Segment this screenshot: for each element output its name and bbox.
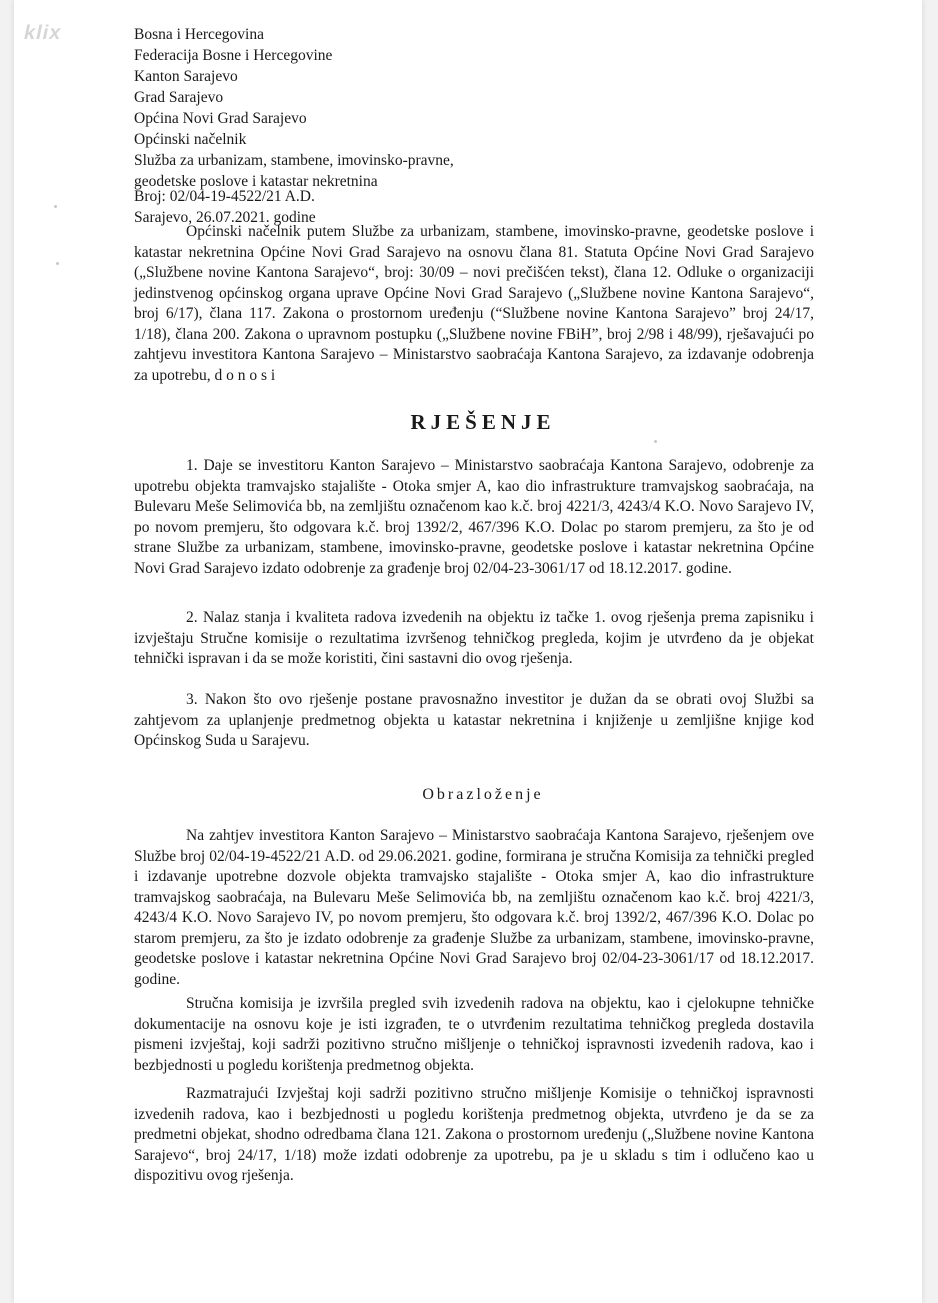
reference-date: Sarajevo, 26.07.2021. godine bbox=[134, 209, 316, 226]
header-line: Služba za urbanizam, stambene, imovinsko-pravne, bbox=[134, 152, 454, 169]
reasoning-paragraph-2: Stručna komisija je izvršila pregled svih izvedenih radova na objektu, kao i cjelokupne tehničke dokumentacije na osnovu koje je isti izgrađen, te o utvrđenim rezultatima tehničkog pregleda dostavila pismeni izvještaj, koji sadrži pozitivno stručno mišljenje o tehničkoj ispravnosti izvedenih radova, kao i bezbjednosti u pogledu korištenja predmetnog objekta. bbox=[134, 995, 814, 1074]
reference-number: Broj: 02/04-19-4522/21 A.D. bbox=[134, 188, 315, 205]
decision-point-1: 1. Daje se investitoru Kanton Sarajevo – Ministarstvo saobraćaja Kantona Sarajevo, odobrenje za upotrebu objekta tramvajsko stajalište - Otoka smjer A, kao dio infrastrukture tramvajskog saobraćaja, na Bulevaru Meše Selimovića bb, na zemljištu označenom kao k.č. broj 4221/3, 4243/4 K.O. Novo Sarajevo IV, po novom premjeru, što odgovara k.č. broj 1392/2, 467/396 K.O. Dolac po starom premjeru, za što je od strane Službe za urbanizam, stambene, imovinsko-pravne, geodetske poslove i katastar nekretnina Općine Novi Grad Sarajevo izdato odobrenje za građenje broj 02/04-23-3061/17 od 18.12.2017. godine. bbox=[134, 457, 814, 577]
reasoning-title: Obrazloženje bbox=[422, 786, 544, 803]
header-line: Grad Sarajevo bbox=[134, 89, 224, 106]
header-line: geodetske poslove i katastar nekretnina bbox=[134, 173, 378, 190]
header-line: Kanton Sarajevo bbox=[134, 68, 238, 85]
reasoning-paragraph-3: Razmatrajući Izvještaj koji sadrži pozitivno stručno mišljenje Komisije o tehničkoj ispravnosti izvedenih radova, kao i bezbjednosti u pogledu korištenja predmetnog objekta, utvrđeno je da se za predmetni objekat, shodno odredbama člana 121. Zakona o prostornom uređenju („Službene novine Kantona Sarajevo“, broj 24/17, 1/18) može izdati odobrenje za upotrebu, pa je u skladu s tim i odlučeno kao u dispozitivu ovog rješenja. bbox=[134, 1085, 814, 1184]
header-line: Bosna i Hercegovina bbox=[134, 26, 264, 43]
decision-point-3: 3. Nakon što ovo rješenje postane pravosnažno investitor je dužan da se obrati ovoj Službi sa zahtjevom za uplanjenje predmetnog objekta u katastar nekretnina i knjiženje u zemljišne knjige kod Općinskog Suda u Sarajevu. bbox=[134, 691, 814, 749]
klix-watermark-logo: klix bbox=[21, 22, 64, 44]
decision-point-2: 2. Nalaz stanja i kvaliteta radova izvedenih na objektu iz tačke 1. ovog rješenja prema zapisniku i izvještaju Stručne komisije o rezultatima izvršenog tehničkog pregleda, kojim je utvrđeno da je objekat tehnički ispravan i da se može koristiti, čini sastavni dio ovog rješenja. bbox=[134, 609, 814, 667]
scan-speck bbox=[56, 262, 59, 265]
intro-paragraph: Općinski načelnik putem Službe za urbanizam, stambene, imovinsko-pravne, geodetske poslove i katastar nekretnina Općine Novi Grad Sarajevo na osnovu člana 81. Statuta Općine Novi Grad Sarajevo („Službene novine Kantona Sarajevo“, broj: 30/09 – novi prečišćen tekst), člana 12. Odluke o organizaciji jedinstvenog općinskog organa uprave Općine Novi Grad Sarajevo („Službene novine Kantona Sarajevo“, broj 6/17), člana 117. Zakona o prostornom uređenju (“Službene novine Kantona Sarajevo” broj 24/17, 1/18), člana 200. Zakona o upravnom postupku („Službene novine FBiH”, broj 2/98 i 48/99), rješavajući po zahtjevu investitora Kantona Sarajevo – Ministarstvo saobraćaja Kantona Sarajevo, za izdavanje odobrenja za upotrebu, d o n o s i bbox=[134, 223, 814, 384]
scan-speck bbox=[54, 205, 57, 208]
issuer-header bbox=[134, 24, 454, 192]
header-line: Općina Novi Grad Sarajevo bbox=[134, 110, 307, 127]
scan-speck bbox=[654, 440, 657, 443]
decision-title: RJEŠENJE bbox=[410, 410, 556, 434]
reasoning-paragraph-1: Na zahtjev investitora Kanton Sarajevo – Ministarstvo saobraćaja Kantona Sarajevo, rješenjem ove Službe broj 02/04-19-4522/21 A.D. od 29.06.2021. godine, formirana je stručna Komisija za tehnički pregled i izdavanje upotrebne dozvole objekta tramvajsko stajalište - Otoka smjer A, kao dio infrastrukture tramvajskog saobraćaja, na Bulevaru Meše Selimovića bb, na zemljištu označenom kao k.č. broj 4221/3, 4243/4 K.O. Novo Sarajevo IV, po novom premjeru, što odgovara k.č. broj 1392/2, 467/396 K.O. Dolac po starom premjeru, za što je izdato odobrenje za građenje Službe za urbanizam, stambene, imovinsko-pravne, geodetske poslove i katastar nekretnina Općine Novi Grad Sarajevo broj 02/04-23-3061/17 od 18.12.2017. godine. bbox=[134, 827, 814, 988]
document-page bbox=[14, 0, 922, 1303]
header-line: Općinski načelnik bbox=[134, 131, 247, 148]
header-line: Federacija Bosne i Hercegovine bbox=[134, 47, 333, 64]
